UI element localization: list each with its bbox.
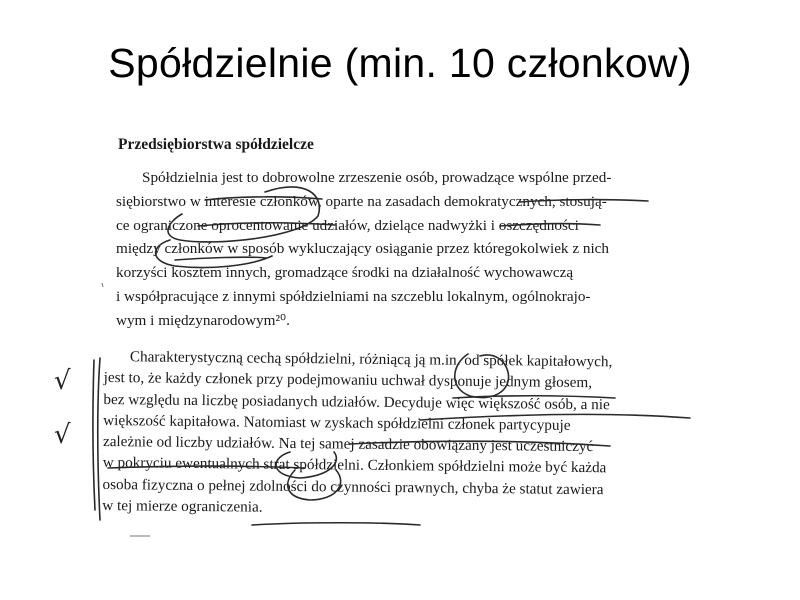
text-line: w tej mierze ograniczenia. xyxy=(102,497,263,516)
characteristics-paragraph xyxy=(102,346,704,523)
text-line: większość kapitałowa. Natomiast w zyskach spółdzielni członek partycypuje xyxy=(103,411,571,434)
text-line: Spółdzielnia jest to dobrowolne zrzeszenie osób, prowadzące wspólne przed- xyxy=(142,169,612,186)
scanned-page xyxy=(96,128,708,538)
text-line: zależnie od liczby udziałów. Na tej samej zasadzie obowiązany jest uczestniczyć xyxy=(102,433,594,456)
section-heading: Przedsiębiorstwa spółdzielcze xyxy=(118,136,314,153)
text-line: w pokryciu ewentualnych strat spółdzielni. Członkiem spółdzielni może być każda xyxy=(102,454,607,477)
text-line: Charakterystyczną cechą spółdzielni, różniącą ją m.in. od spółek kapitałowych, xyxy=(129,348,613,371)
checkmark-icon: √ xyxy=(54,366,71,396)
text-line: ce ograniczone oprocentowanie udziałów, dzielące nadwyżki i oszczędności xyxy=(116,216,579,234)
text-line: jest to, że każdy członek przy podejmowaniu uchwał dysponuje jednym głosem, xyxy=(103,369,593,392)
slide-title: Spółdzielnie (min. 10 członkow) xyxy=(108,40,692,86)
definition-paragraph xyxy=(116,166,706,333)
text-line: i współpracujące z innymi spółdzielniami na szczeblu lokalnym, ogólnokrajo- xyxy=(116,287,591,305)
checkmark-icon: √ xyxy=(54,420,71,450)
text-line: wym i międzynarodowym²⁰. xyxy=(116,311,290,329)
text-line: korzyści kosztem innych, gromadzące środki na działalność wychowawczą xyxy=(116,264,574,282)
bracket-mark xyxy=(93,360,95,510)
text-line: między członków w sposób wykluczający osiąganie przez któregokolwiek z nich xyxy=(116,240,610,258)
text-line: siębiorstwo w interesie członków, oparte na zasadach demokratycznych, stosują- xyxy=(116,192,607,210)
text-line: osoba fizyczna o pełnej zdolności do czynności prawnych, chyba że statut zawiera xyxy=(102,475,604,499)
text-line: bez względu na liczbę posiadanych udziałów. Decyduje więc większość osób, a nie xyxy=(103,390,610,413)
